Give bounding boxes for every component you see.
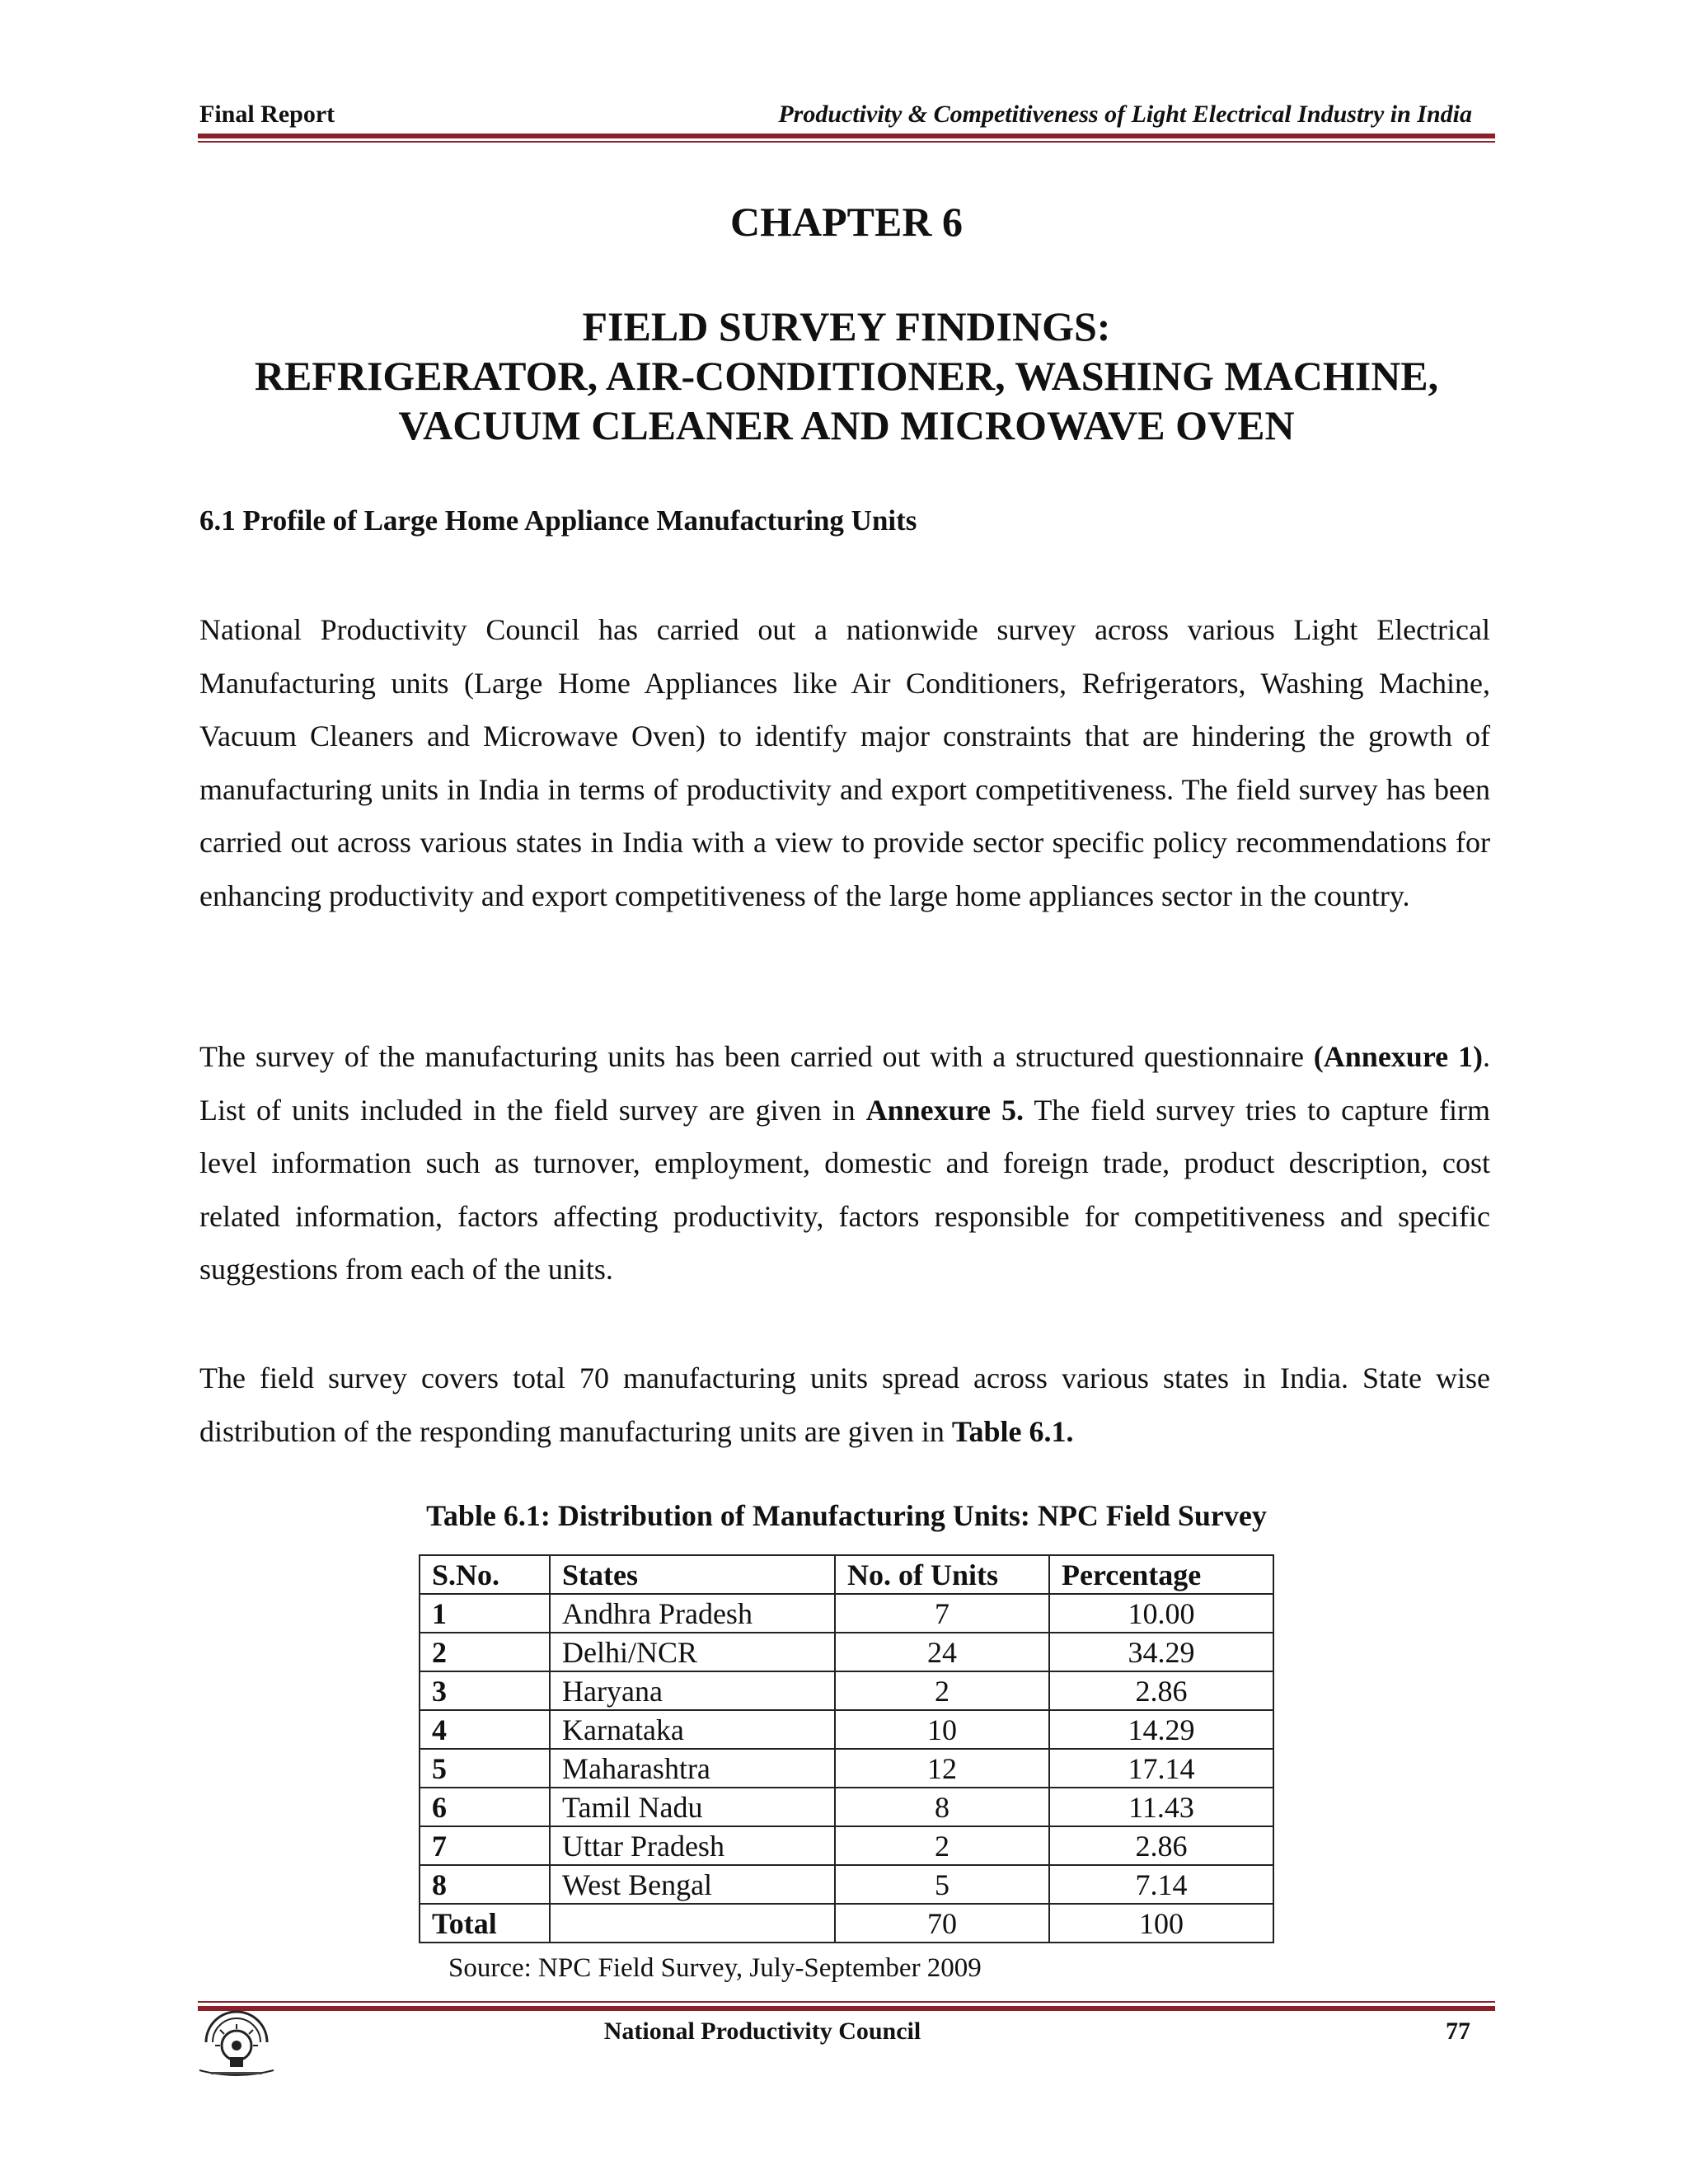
cell-percentage: 2.86 [1049, 1671, 1273, 1710]
cell-units: 7 [835, 1594, 1049, 1633]
footer-rule-thick [198, 2006, 1495, 2011]
cell-state: West Bengal [550, 1865, 835, 1904]
table-total-row [420, 1904, 1273, 1943]
title-line-2: REFRIGERATOR, AIR-CONDITIONER, WASHING MACHINE, [254, 353, 1439, 399]
cell-total-percentage: 100 [1049, 1904, 1273, 1943]
header-right-text: Productivity & Competitiveness of Light Electrical Industry in India [778, 101, 1472, 128]
table-row [420, 1671, 1273, 1710]
cell-state: Maharashtra [550, 1749, 835, 1788]
cell-sno: 5 [420, 1749, 550, 1788]
cell-sno: 2 [420, 1633, 550, 1671]
cell-sno: 6 [420, 1788, 550, 1826]
cell-units: 8 [835, 1788, 1049, 1826]
cell-state: Haryana [550, 1671, 835, 1710]
cell-percentage: 10.00 [1049, 1594, 1273, 1633]
table-row [420, 1710, 1273, 1749]
cell-percentage: 17.14 [1049, 1749, 1273, 1788]
footer-rule-thin [198, 2001, 1495, 2003]
annexure-5-ref: Annexure 5. [865, 1093, 1024, 1127]
units-table [419, 1554, 1274, 1943]
cell-state: Andhra Pradesh [550, 1594, 835, 1633]
header-units: No. of Units [835, 1555, 1049, 1594]
table-row [420, 1594, 1273, 1633]
table-row [420, 1865, 1273, 1904]
cell-percentage: 14.29 [1049, 1710, 1273, 1749]
cell-sno: 3 [420, 1671, 550, 1710]
annexure-1-ref: (Annexure 1) [1313, 1040, 1483, 1073]
paragraph-2-text-3: The field survey tries to capture firm level information such as turnover, employment, domestic and foreign trade, product description, cost related information, factors affecting productivity, factors responsible for competitiveness and specific suggestions from each of the units. [199, 1093, 1491, 1286]
table-row [420, 1788, 1273, 1826]
paragraph-2 [199, 1030, 1490, 1296]
cell-sno: 7 [420, 1826, 550, 1865]
cell-units: 2 [835, 1826, 1049, 1865]
header-rule-thick [198, 134, 1495, 138]
cell-state: Delhi/NCR [550, 1633, 835, 1671]
cell-sno: 8 [420, 1865, 550, 1904]
cell-units: 12 [835, 1749, 1049, 1788]
cell-units: 24 [835, 1633, 1049, 1671]
header-percentage: Percentage [1049, 1555, 1273, 1594]
cell-units: 10 [835, 1710, 1049, 1749]
chapter-title: CHAPTER 6 [730, 199, 963, 245]
cell-percentage: 34.29 [1049, 1633, 1273, 1671]
table-caption: Table 6.1: Distribution of Manufacturing Units: NPC Field Survey [426, 1499, 1267, 1532]
cell-units: 2 [835, 1671, 1049, 1710]
cell-sno: 1 [420, 1594, 550, 1633]
section-heading: 6.1 Profile of Large Home Appliance Manufacturing Units [199, 504, 917, 537]
cell-total-label: Total [420, 1904, 550, 1943]
cell-total-state [550, 1904, 835, 1943]
paragraph-3 [199, 1352, 1490, 1458]
paragraph-2-text-1: The survey of the manufacturing units has been carried out with a structured questionnaire [199, 1040, 1314, 1073]
cell-state: Tamil Nadu [550, 1788, 835, 1826]
footer-organization: National Productivity Council [603, 2018, 921, 2045]
header-left-text: Final Report [199, 101, 335, 128]
table-row [420, 1633, 1273, 1671]
table-ref: Table 6.1. [951, 1414, 1074, 1448]
cell-percentage: 2.86 [1049, 1826, 1273, 1865]
page-number: 77 [1446, 2018, 1470, 2045]
paragraph-2-text-2: . List of units included in the field survey are given in [199, 1040, 1490, 1127]
table-source: Source: NPC Field Survey, July-September 2009 [448, 1953, 982, 1983]
title-line-1: FIELD SURVEY FINDINGS: [582, 303, 1111, 349]
table-row [420, 1749, 1273, 1788]
cell-sno: 4 [420, 1710, 550, 1749]
table-row [420, 1826, 1273, 1865]
title-line-3: VACUUM CLEANER AND MICROWAVE OVEN [398, 402, 1295, 448]
cell-percentage: 7.14 [1049, 1865, 1273, 1904]
cell-units: 5 [835, 1865, 1049, 1904]
paragraph-1: National Productivity Council has carried out a nationwide survey across various Light Electrical Manufacturing units (Large Home Appliances like Air Conditioners, Refrigerators, Washing Machine, Vacuum Cleaners and Microwave Oven) to identify major constraints that are hindering the growth of manufacturing units in India in terms of productivity and export competitiveness. The field survey has been carried out across various states in India with a view to provide sector specific policy recommendations for enhancing productivity and export competitiveness of the large home appliances sector in the country. [199, 613, 1490, 912]
cell-state: Uttar Pradesh [550, 1826, 835, 1865]
page-footer [198, 2018, 1495, 2067]
cell-total-units: 70 [835, 1904, 1049, 1943]
cell-percentage: 11.43 [1049, 1788, 1273, 1826]
page-header [198, 97, 1490, 135]
paragraph-3-text: The field survey covers total 70 manufacturing units spread across various states in India. State wise distribution of the responding manufacturing units are given in [199, 1361, 1490, 1448]
header-sno: S.No. [420, 1555, 550, 1594]
header-states: States [550, 1555, 835, 1594]
table-header-row [420, 1555, 1273, 1594]
header-rule-thin [198, 141, 1495, 143]
cell-state: Karnataka [550, 1710, 835, 1749]
document-title [198, 302, 1495, 450]
